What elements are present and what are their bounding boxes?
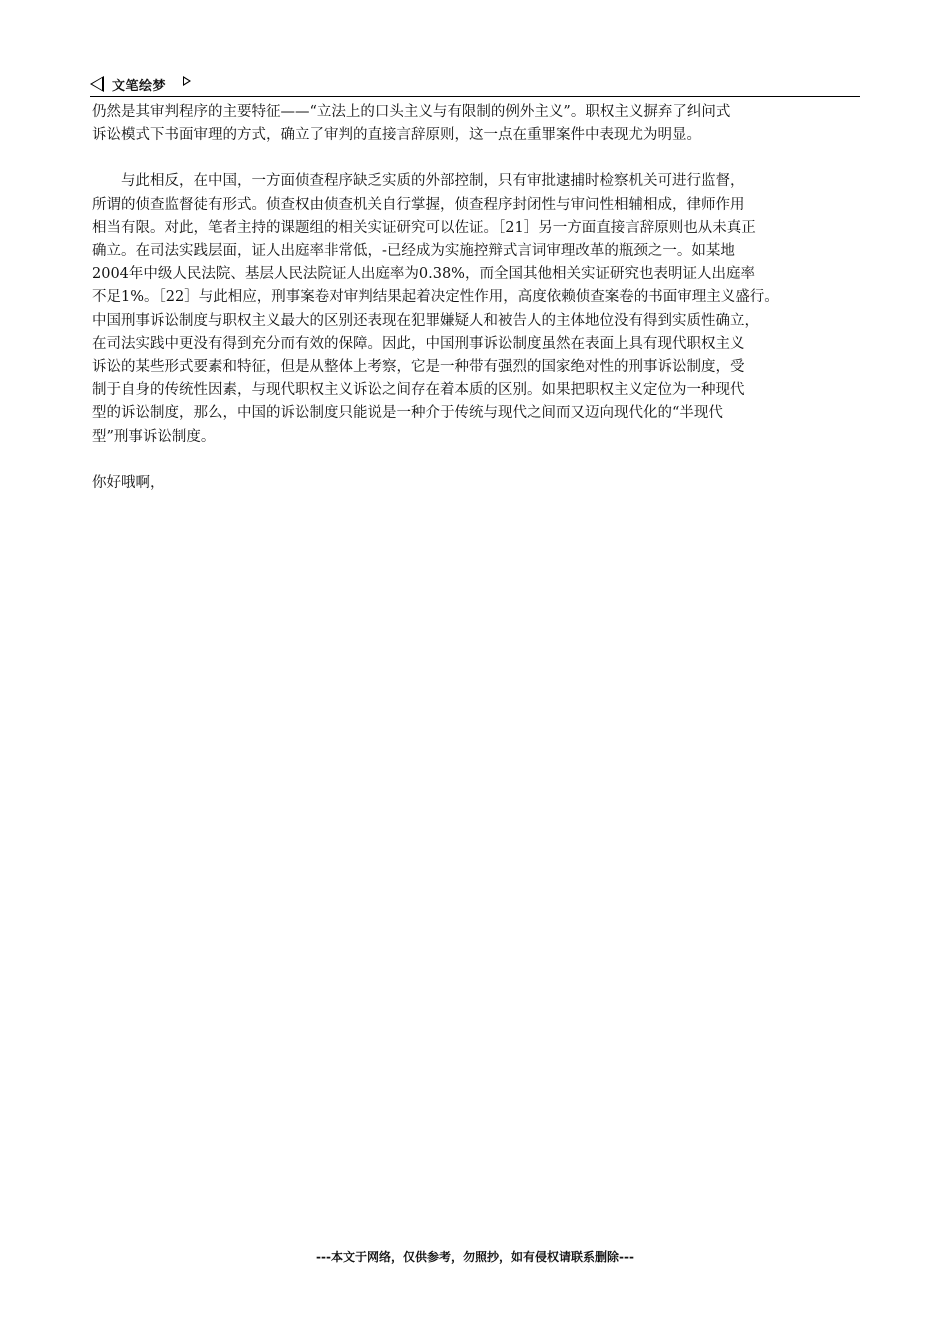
page-footer: ---本文于网络，仅供参考，勿照抄，如有侵权请联系删除--- (316, 1250, 634, 1264)
triangle-left-icon (90, 76, 104, 92)
triangle-right-icon (183, 76, 191, 86)
document-body (92, 101, 867, 495)
paragraph-2: 与此相反，在中国，一方面侦查程序缺乏实质的外部控制，只有审批逮捕时检察机关可进行监督， 所谓的侦查监督徒有形式。侦查权由侦查机关自行掌握，侦查程序封闭性与审问性相辅相成，律师作用 相当有限。对此，笔者主持的课题组的相关实证研究可以佐证。［21］另一方面直接言辞原则也从未真正 确立。在司法实践层面，证人出庭率非常低，-已经成为实施控辩式言词审理改革的瓶颈之一。如某地 2004年中级人民法院、基层人民法院证人出庭率为0.38%，而全国其他相关实证研究也表明证人出庭率 不足1%。［22］与此相应，刑事案卷对审判结果起着决定性作用，高度依赖侦查案卷的书面审理主义盛行。 中国刑事诉讼制度与职权主义最大的区别还表现在犯罪嫌疑人和被告人的主体地位没有得到实质性确立， 在司法实践中更没有得到充分而有效的保障。因此，中国刑事诉讼制度虽然在表面上具有现代职权主义 诉讼的某些形式要素和特征，但是从整体上考察，它是一种带有强烈的国家绝对性的刑事诉讼制度，受 制于自身的传统性因素，与现代职权主义诉讼之间存在着本质的区别。如果把职权主义定位为一种现代 型的诉讼制度，那么，中国的诉讼制度只能说是一种介于传统与现代之间而又迈向现代化的“半现代 型”刑事诉讼制度。 (92, 173, 779, 445)
page-header (90, 72, 860, 97)
header-title: 文笔绘梦 (112, 79, 167, 94)
paragraph-3: 你好哦啊， (92, 474, 165, 491)
paragraph-1: 仍然是其审判程序的主要特征——“立法上的口头主义与有限制的例外主义”。职权主义摒弃了纠问式 诉讼模式下书面审理的方式，确立了审判的直接言辞原则，这一点在重罪案件中表现尤为明显。 (92, 104, 731, 144)
